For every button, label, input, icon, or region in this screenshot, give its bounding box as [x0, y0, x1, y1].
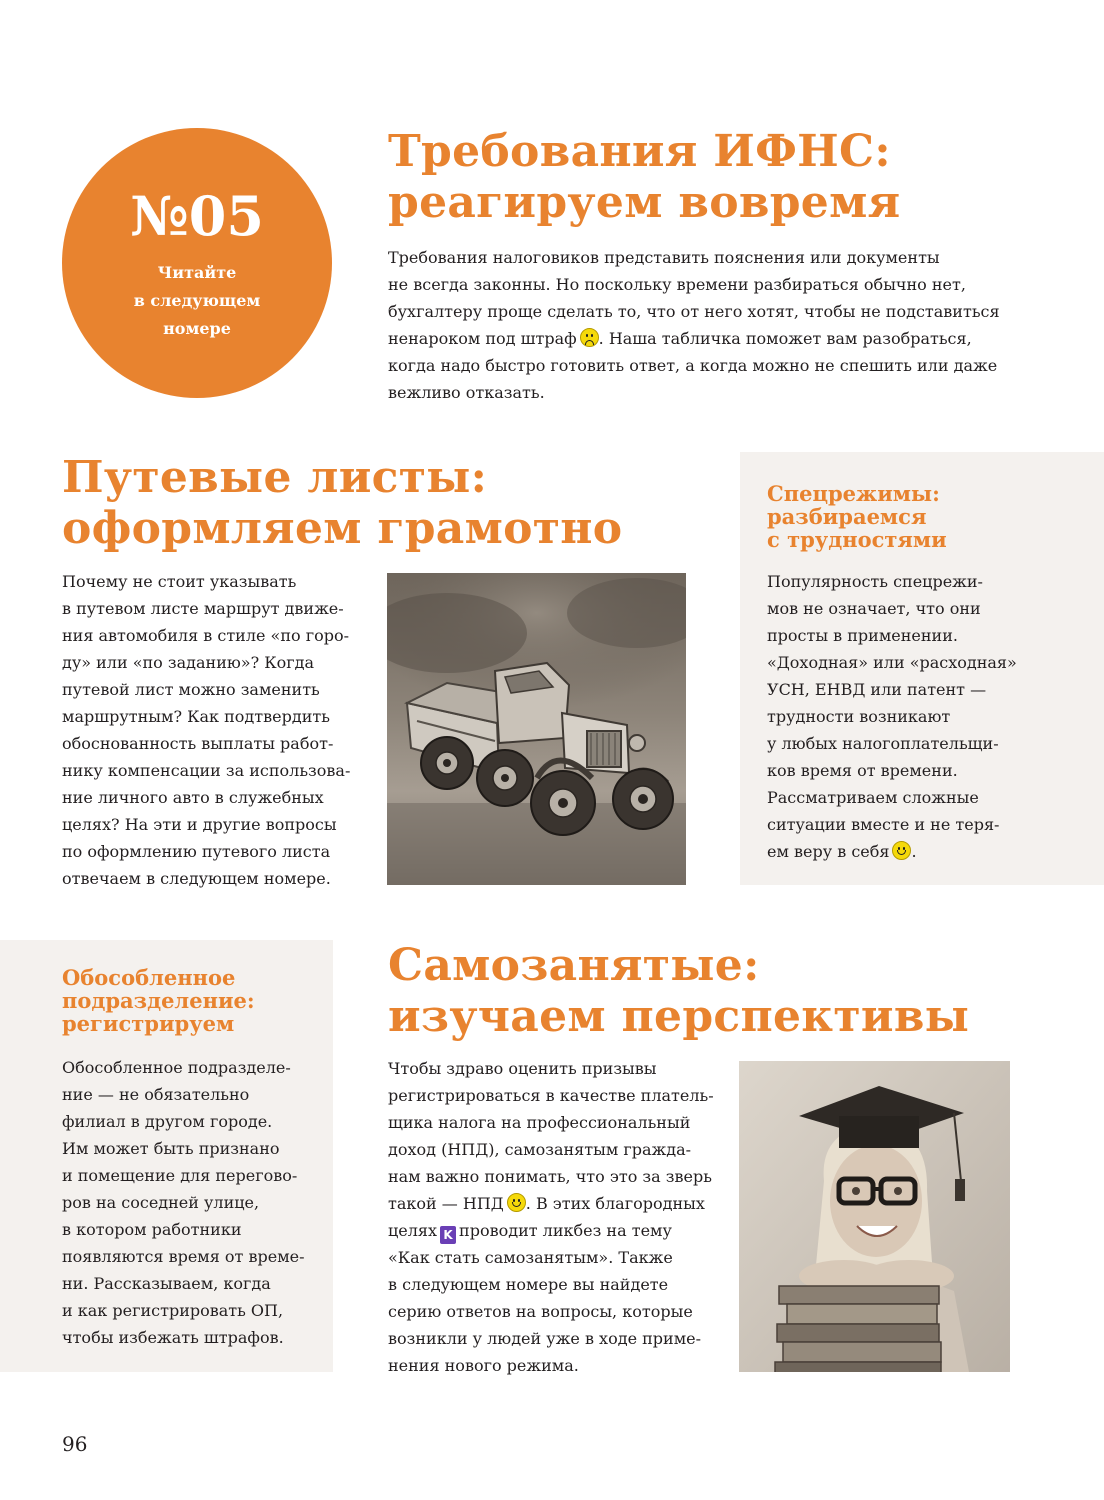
journal-logo-icon: K	[440, 1226, 456, 1244]
ifns-text: Требования налоговиков представить пояснения или документы не всегда законны. Но поскольку времени разбираться обычно нет, бухгалтеру проще сделать то, что от него хотят, чтобы не подставиться ненароком под штраф . Наша табличка поможет вам разобраться, когда надо быстро готовить ответ, а когда можно не спешить или даже вежливо отказать.	[388, 248, 1000, 402]
branch-text: Обособленное подразделе- ние — не обязательно филиал в другом городе. Им может быть признано и помещение для перегово- ров на соседней улице, в котором работники появляются время от време- ни. Рассказываем, когда и как регистрировать ОП, чтобы избежать штрафов.	[62, 1058, 305, 1347]
selfemployed-title: Самозанятые: изучаем перспективы	[388, 940, 970, 1042]
waybills-text: Почему не стоит указывать в путевом листе маршрут движе- ния автомобиля в стиле «по горо- ду» или «по заданию»? Когда путевой лист можно заменить маршрутным? Как подтвердить обоснованность выплаты работ- нику компенсации за использова- ние личного авто в служебных целях? На эти и другие вопросы по оформлению путевого листа отвечаем в следующем номере.	[62, 572, 351, 888]
caption-line: в следующем	[133, 291, 261, 310]
ifns-title: Требования ИФНС: реагируем вовремя	[388, 126, 901, 228]
student-photo	[739, 1061, 1010, 1372]
page-number: 96	[62, 1432, 88, 1456]
caption-line: номере	[163, 319, 231, 338]
truck-photo	[387, 573, 686, 885]
selfemployed-text: Чтобы здраво оценить призывы регистрироваться в качестве платель- щика налога на профессиональный доход (НПД), самозанятым гражда- нам важно понимать, что это за зверь такой — НПД . В этих благородных целях K проводит ликбез на тему «Как стать самозанятым». Также в следующем номере вы найдете серию ответов на вопросы, которые возникли у людей уже в ходе приме- нения нового режима.	[388, 1059, 714, 1375]
special-regimes-text: Популярность спецрежи- мов не означает, что они просты в применении. «Доходная» или «расходная» УСН, ЕНВД или патент — трудности возникают у любых налогоплательщи- ков время от времени. Рассматриваем сложные ситуации вместе и не теря- ем веру в себя .	[767, 572, 1017, 861]
caption-line: Читайте	[157, 263, 237, 282]
issue-caption	[62, 259, 332, 343]
special-regimes-title: Спецрежимы: разбираемся с трудностями	[767, 481, 947, 552]
issue-number: №05	[130, 184, 264, 248]
issue-badge	[62, 128, 332, 398]
smile-emoji-icon	[507, 1193, 526, 1212]
smile-emoji-icon	[892, 841, 911, 860]
branch-title: Обособленное подразделение: регистрируем	[62, 965, 255, 1036]
waybills-title: Путевые листы: оформляем грамотно	[62, 452, 623, 554]
sad-emoji-icon	[580, 328, 599, 347]
